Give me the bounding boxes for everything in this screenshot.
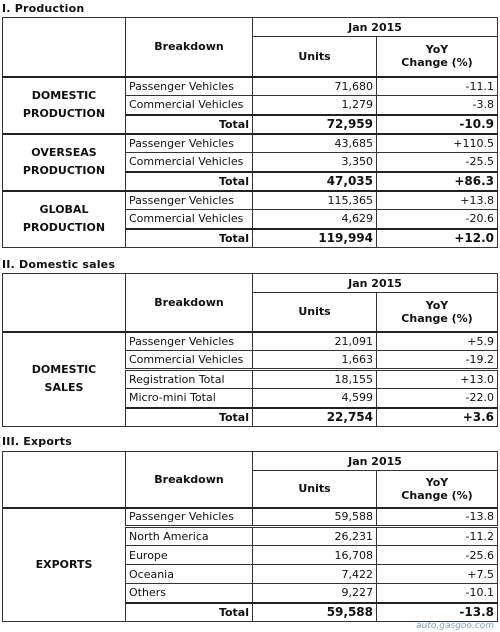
watermark-logo: auto.gasgoo.com bbox=[416, 621, 494, 631]
units-value: 1,663 bbox=[253, 351, 377, 370]
yoy-value: -10.1 bbox=[377, 584, 498, 603]
corner-cell bbox=[3, 18, 126, 77]
total-units: 59,588 bbox=[253, 603, 377, 622]
yoy-value: -19.2 bbox=[377, 351, 498, 370]
units-header: Units bbox=[253, 471, 377, 508]
yoy-value: -20.6 bbox=[377, 210, 498, 229]
units-value: 18,155 bbox=[253, 370, 377, 389]
yoy-value: -13.8 bbox=[377, 508, 498, 527]
period-header: Jan 2015 bbox=[253, 18, 498, 37]
total-units: 22,754 bbox=[253, 408, 377, 427]
yoy-value: +7.5 bbox=[377, 565, 498, 584]
yoy-value: +13.0 bbox=[377, 370, 498, 389]
section-title-production: I. Production bbox=[2, 2, 85, 15]
period-header: Jan 2015 bbox=[253, 274, 498, 293]
row-label: Passenger Vehicles bbox=[126, 191, 253, 210]
breakdown-header: Breakdown bbox=[126, 274, 253, 332]
group-label-overseas-production: OVERSEAS PRODUCTION bbox=[3, 134, 126, 191]
total-label: Total bbox=[126, 172, 253, 191]
units-value: 7,422 bbox=[253, 565, 377, 584]
total-units: 47,035 bbox=[253, 172, 377, 191]
units-value: 59,588 bbox=[253, 508, 377, 527]
domestic-sales-table bbox=[2, 273, 498, 427]
total-label: Total bbox=[126, 229, 253, 248]
row-label: Passenger Vehicles bbox=[126, 508, 253, 527]
row-label: Commercial Vehicles bbox=[126, 153, 253, 172]
yoy-value: +110.5 bbox=[377, 134, 498, 153]
total-label: Total bbox=[126, 408, 253, 427]
total-yoy: -13.8 bbox=[377, 603, 498, 622]
breakdown-header: Breakdown bbox=[126, 452, 253, 508]
group-label-domestic-sales: DOMESTIC SALES bbox=[3, 332, 126, 427]
corner-cell bbox=[3, 274, 126, 332]
yoy-value: +5.9 bbox=[377, 332, 498, 351]
row-label: Europe bbox=[126, 546, 253, 565]
row-label: Registration Total bbox=[126, 370, 253, 389]
total-units: 119,994 bbox=[253, 229, 377, 248]
yoy-value: -3.8 bbox=[377, 96, 498, 115]
row-label: Commercial Vehicles bbox=[126, 96, 253, 115]
units-value: 115,365 bbox=[253, 191, 377, 210]
corner-cell bbox=[3, 452, 126, 508]
units-value: 9,227 bbox=[253, 584, 377, 603]
total-label: Total bbox=[126, 115, 253, 134]
units-value: 4,599 bbox=[253, 389, 377, 408]
units-value: 3,350 bbox=[253, 153, 377, 172]
yoy-value: -25.6 bbox=[377, 546, 498, 565]
total-yoy: +86.3 bbox=[377, 172, 498, 191]
period-header: Jan 2015 bbox=[253, 452, 498, 471]
yoy-value: -22.0 bbox=[377, 389, 498, 408]
yoy-value: +13.8 bbox=[377, 191, 498, 210]
total-label: Total bbox=[126, 603, 253, 622]
production-table bbox=[2, 17, 498, 248]
row-label: Oceania bbox=[126, 565, 253, 584]
total-yoy: +12.0 bbox=[377, 229, 498, 248]
row-label: Passenger Vehicles bbox=[126, 77, 253, 96]
yoy-value: -25.5 bbox=[377, 153, 498, 172]
yoy-value: -11.2 bbox=[377, 527, 498, 546]
yoy-header: YoY Change (%) bbox=[377, 471, 498, 508]
row-label: Passenger Vehicles bbox=[126, 332, 253, 351]
row-label: Commercial Vehicles bbox=[126, 210, 253, 229]
units-value: 71,680 bbox=[253, 77, 377, 96]
group-label-exports: EXPORTS bbox=[3, 508, 126, 622]
breakdown-header: Breakdown bbox=[126, 18, 253, 77]
yoy-header: YoY Change (%) bbox=[377, 37, 498, 77]
units-value: 21,091 bbox=[253, 332, 377, 351]
yoy-header: YoY Change (%) bbox=[377, 293, 498, 332]
group-label-global-production: GLOBAL PRODUCTION bbox=[3, 191, 126, 248]
row-label: Passenger Vehicles bbox=[126, 134, 253, 153]
row-label: Others bbox=[126, 584, 253, 603]
group-label-domestic-production: DOMESTIC PRODUCTION bbox=[3, 77, 126, 134]
exports-table bbox=[2, 451, 498, 622]
units-header: Units bbox=[253, 293, 377, 332]
row-label: Commercial Vehicles bbox=[126, 351, 253, 370]
units-value: 26,231 bbox=[253, 527, 377, 546]
total-yoy: -10.9 bbox=[377, 115, 498, 134]
section-title-domestic-sales: II. Domestic sales bbox=[2, 258, 116, 271]
total-units: 72,959 bbox=[253, 115, 377, 134]
row-label: Micro-mini Total bbox=[126, 389, 253, 408]
section-title-exports: III. Exports bbox=[2, 435, 72, 448]
row-label: North America bbox=[126, 527, 253, 546]
yoy-value: -11.1 bbox=[377, 77, 498, 96]
units-value: 1,279 bbox=[253, 96, 377, 115]
units-header: Units bbox=[253, 37, 377, 77]
units-value: 4,629 bbox=[253, 210, 377, 229]
units-value: 43,685 bbox=[253, 134, 377, 153]
total-yoy: +3.6 bbox=[377, 408, 498, 427]
units-value: 16,708 bbox=[253, 546, 377, 565]
